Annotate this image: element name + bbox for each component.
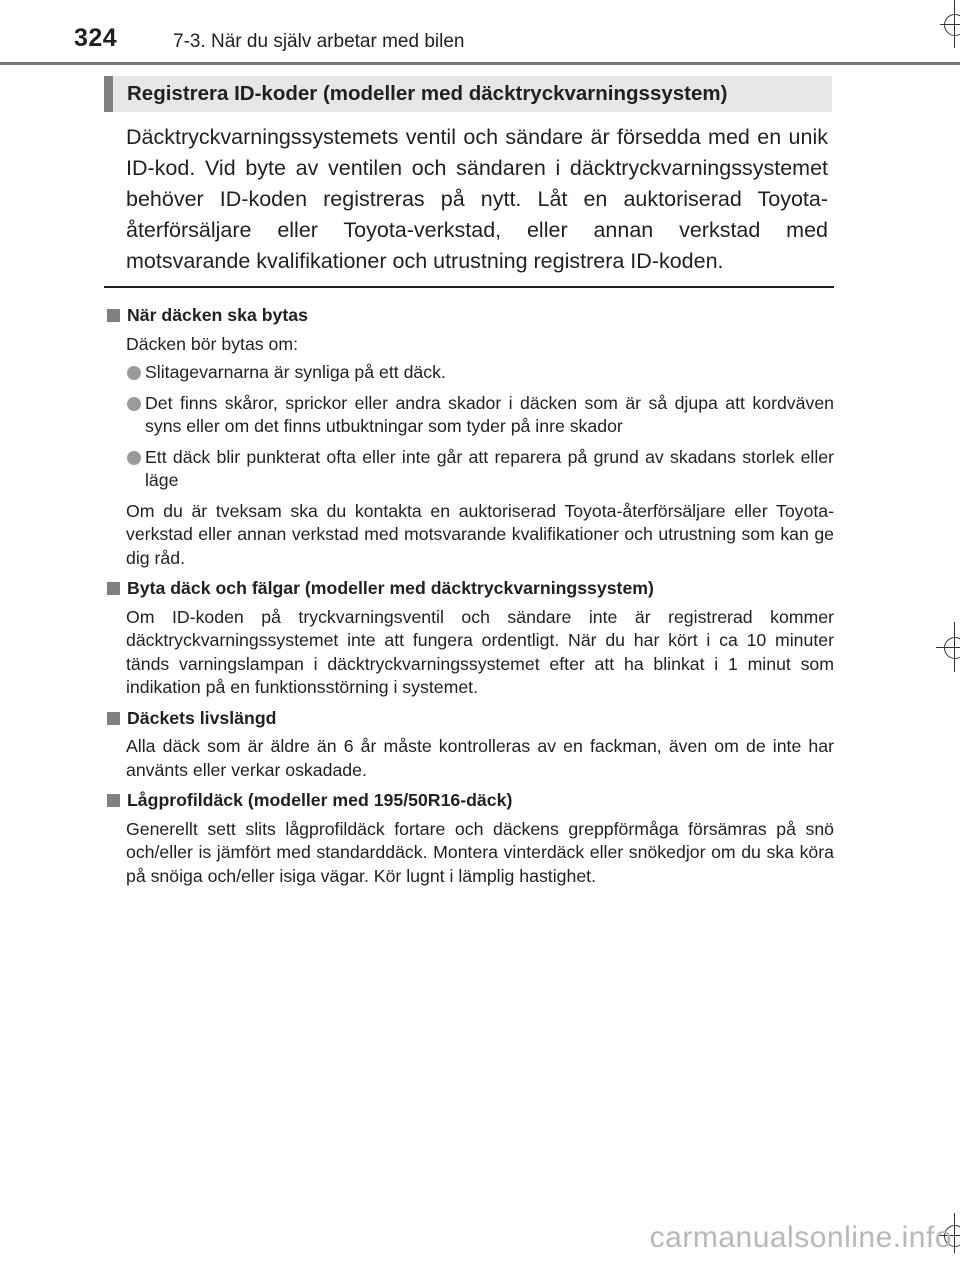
bullet-dot-icon [127, 397, 141, 411]
subhead-low-profile-tires: Lågprofildäck (modeller med 195/50R16-däck) [105, 789, 834, 813]
square-bullet-icon [107, 582, 120, 595]
bullet-dot-icon [127, 451, 141, 465]
square-bullet-icon [107, 712, 120, 725]
list-item: Ett däck blir punkterat ofta eller inte går att reparera på grund av skadans storlek eller läge [105, 446, 834, 493]
crop-mark-top-right [930, 0, 960, 50]
subhead-replacing-tires-wheels: Byta däck och fälgar (modeller med däcktryckvarningssystem) [105, 577, 834, 601]
subhead-tire-lifespan: Däckets livslängd [105, 707, 834, 731]
intro-paragraph: Däcktryckvarningssystemets ventil och sändare är försedda med en unik ID-kod. Vid byte av ventilen och sändaren i däcktryckvarningssystemet behöver ID-koden registreras på nytt. Låt en auktoriserad Toyota-återförsäljare eller Toyota-verkstad, eller annan verkstad med motsvarande kvalifikationer och utrustning registrera ID-koden. [126, 125, 828, 273]
paragraph: Däcken bör bytas om: [126, 333, 299, 354]
paragraph: Alla däck som är äldre än 6 år måste kontrolleras av en fackman, även om de inte har använts eller verkar oskadade. [126, 736, 834, 780]
square-bullet-icon [107, 794, 120, 807]
page-number: 324 [74, 24, 118, 52]
intro-rule [104, 286, 834, 288]
section-title: 7-3. När du själv arbetar med bilen [173, 31, 465, 52]
square-bullet-icon [107, 309, 120, 322]
list-item: Det finns skåror, sprickor eller andra skador i däcken som är så djupa att kordväven syns eller om det finns utbuktningar som tyder på inre skador [105, 392, 834, 439]
bullet-dot-icon [127, 366, 141, 380]
list-item: Slitagevarnarna är synliga på ett däck. [105, 361, 834, 385]
watermark: carmanualsonline.info [649, 1221, 952, 1254]
paragraph: Om du är tveksam ska du kontakta en auktoriserad Toyota-återförsäljare eller Toyota-verkstad eller annan verkstad med motsvarande kvalifikationer och utrustning som kan ge dig råd. [126, 500, 834, 568]
paragraph: Om ID-koden på tryckvarningsventil och sändare inte är registrerad kommer däcktryckvarningssystemet inte att fungera ordentligt. När du har kört i ca 10 minuter tänds varningslampan i däcktryckvarningssystemet efter att ha blinkat i 1 minut som indikation på en funktionsstörning i systemet. [126, 606, 834, 697]
header-rule [0, 62, 960, 65]
content [105, 297, 834, 893]
paragraph: Generellt sett slits lågprofildäck fortare och däckens greppförmåga försämras på snö och/eller is jämfört med standarddäck. Montera vinterdäck eller snökedjor om du ska köra på snöiga och/eller isiga vägar. Kör lugnt i lämplig hastighet. [126, 818, 834, 886]
subhead-tire-replacement: När däcken ska bytas [105, 304, 834, 328]
box-heading: Registrera ID-koder (modeller med däcktryckvarningssystem) [104, 76, 832, 112]
crop-mark-right-middle [930, 622, 960, 672]
